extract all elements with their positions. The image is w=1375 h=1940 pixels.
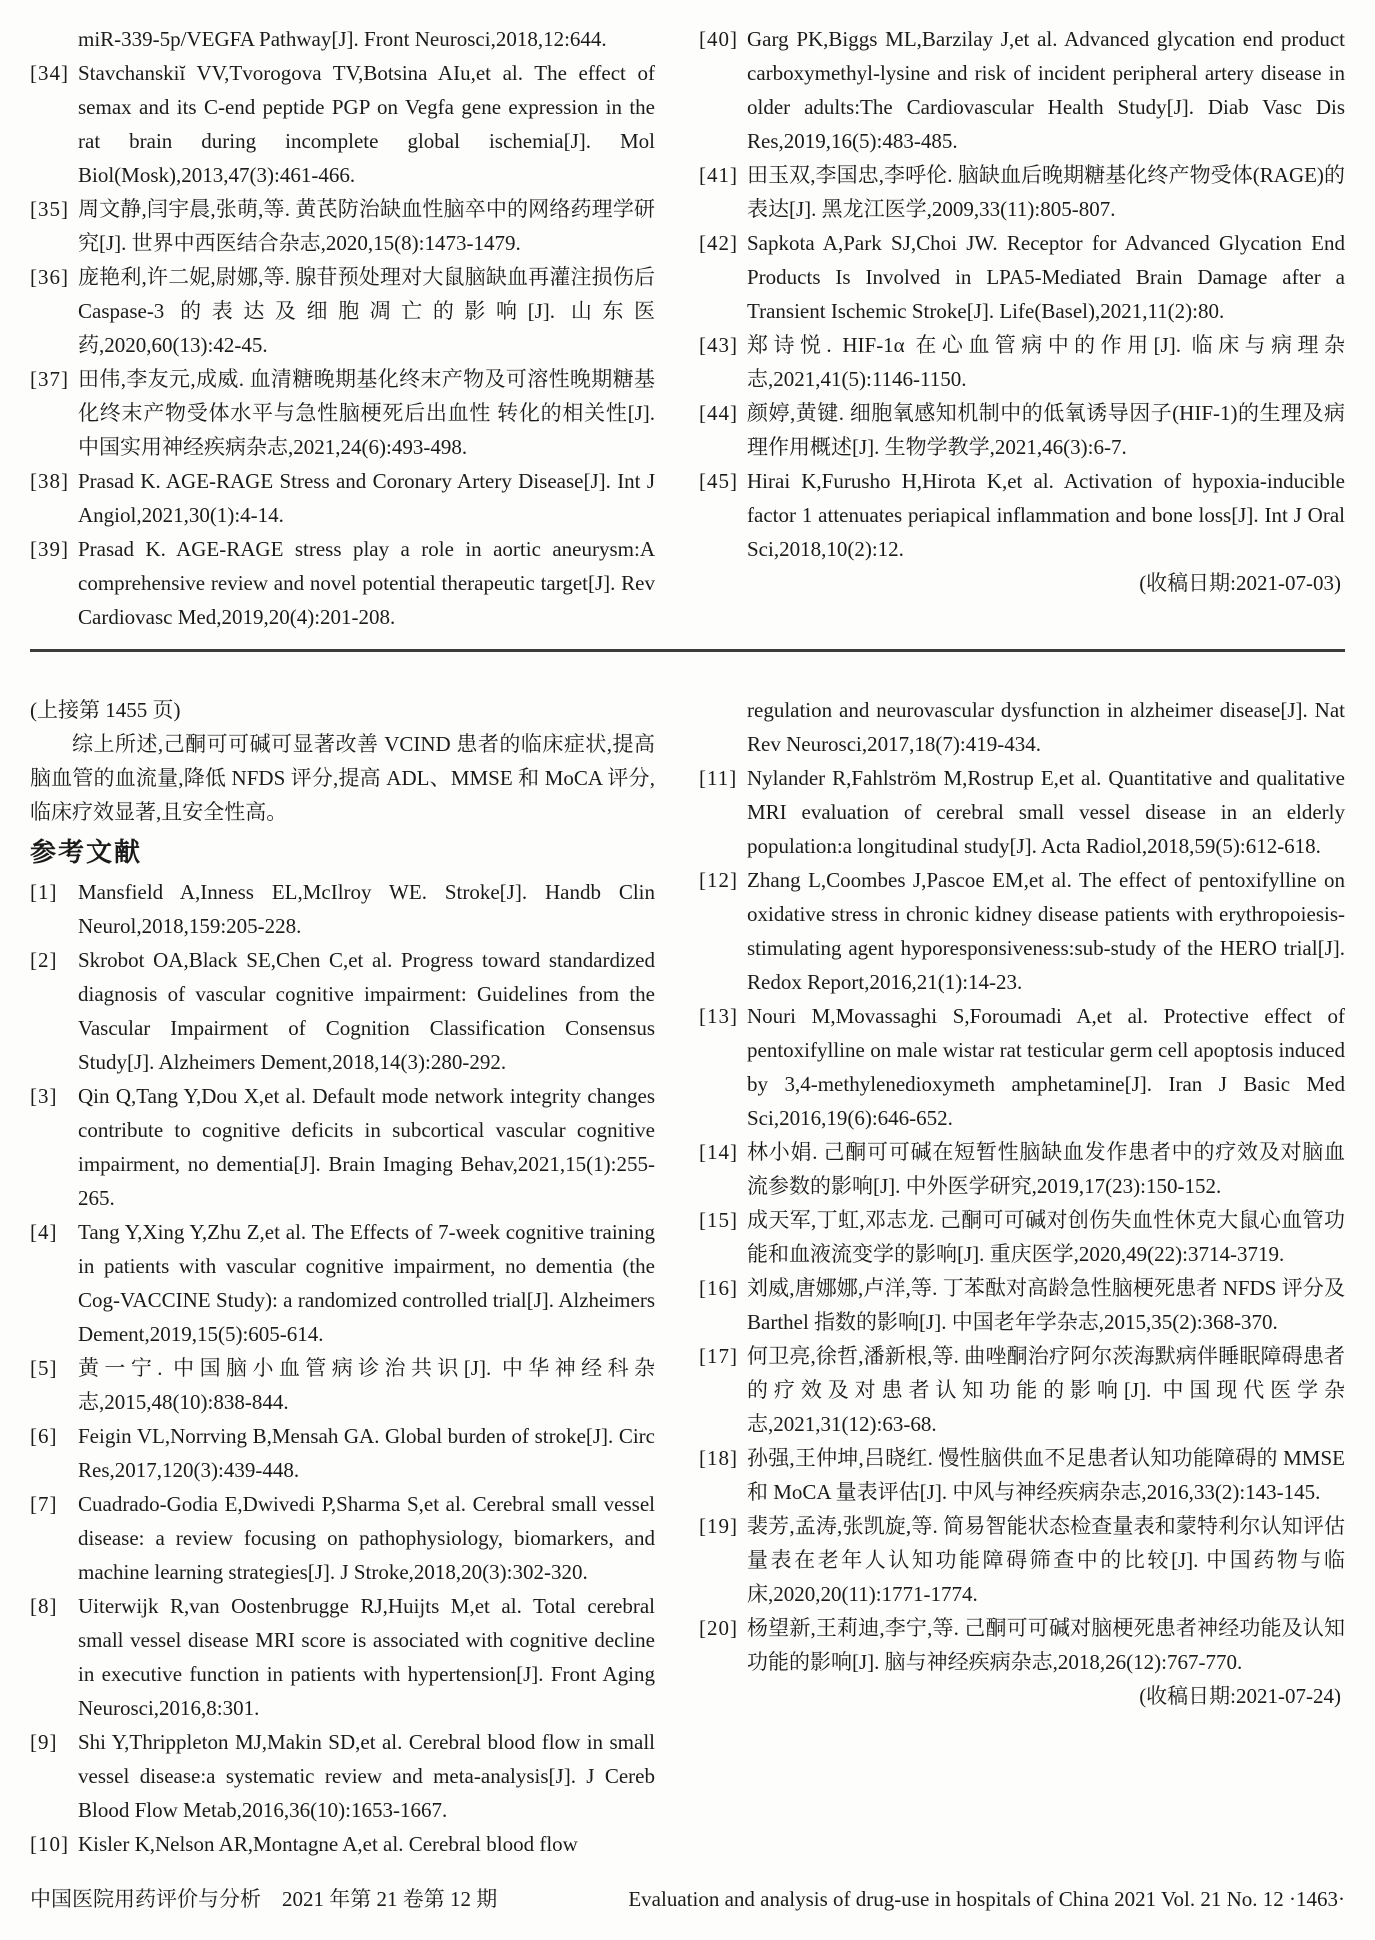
reference-number: [41] (699, 163, 738, 187)
reference-item (30, 1215, 655, 1351)
reference-item (30, 532, 655, 634)
reference-item (699, 328, 1345, 396)
reference-number: [6] (30, 1424, 58, 1448)
reference-number: [5] (30, 1356, 58, 1380)
reference-number: [19] (699, 1514, 738, 1538)
reference-item (30, 362, 655, 464)
reference-text: Mansfield A,Inness EL,McIlroy WE. Stroke[J]. Handb Clin Neurol,2018,159:205-228. (78, 880, 655, 938)
footer-journal-title-cn: 中国医院用药评价与分析 2021 年第 21 卷第 12 期 (30, 1887, 498, 1911)
reference-number: [44] (699, 401, 738, 425)
reference-text: 颜婷,黄键. 细胞氧感知机制中的低氧诱导因子(HIF-1)的生理及病理作用概述[J]. 生物学教学,2021,46(3):6-7. (747, 401, 1345, 459)
reference-number: [39] (30, 537, 69, 561)
reference-number: [13] (699, 1004, 738, 1028)
reference-carryover-line: miR-339-5p/VEGFA Pathway[J]. Front Neurosci,2018,12:644. (78, 27, 607, 51)
reference-number: [42] (699, 231, 738, 255)
reference-text: Tang Y,Xing Y,Zhu Z,et al. The Effects of 7-week cognitive training in patients with vascular cognitive impairment, no dementia (the Cog-VACCINE Study): a randomized controlled trial[J]. Alzheimers Dement,2019,15(5):605-614. (78, 1220, 655, 1346)
bottom-article-section (30, 693, 1345, 1861)
reference-item (699, 22, 1345, 158)
reference-item (699, 226, 1345, 328)
reference-item (30, 1589, 655, 1725)
reference-text: Prasad K. AGE-RAGE Stress and Coronary Artery Disease[J]. Int J Angiol,2021,30(1):4-14. (78, 469, 655, 527)
continued-from-note: (上接第 1455 页) (30, 698, 181, 722)
reference-number: [34] (30, 61, 69, 85)
reference-number: [14] (699, 1140, 738, 1164)
reference-list (699, 761, 1345, 1679)
reference-item (30, 875, 655, 943)
reference-item (30, 192, 655, 260)
reference-text: 裴芳,孟涛,张凯旋,等. 简易智能状态检查量表和蒙特利尔认知评估量表在老年人认知功能障碍筛查中的比较[J]. 中国药物与临床,2020,20(11):1771-1774. (747, 1514, 1345, 1606)
reference-number: [20] (699, 1616, 738, 1640)
reference-number: [45] (699, 469, 738, 493)
reference-text: 黄一宁. 中国脑小血管病诊治共识[J]. 中华神经科杂志,2015,48(10):838-844. (78, 1356, 655, 1414)
reference-text: Shi Y,Thrippleton MJ,Makin SD,et al. Cerebral blood flow in small vessel disease:a systematic review and meta-analysis[J]. J Cereb Blood Flow Metab,2016,36(10):1653-1667. (78, 1730, 655, 1822)
reference-text: 成天军,丁虹,邓志龙. 己酮可可碱对创伤失血性休克大鼠心血管功能和血液流变学的影响[J]. 重庆医学,2020,49(22):3714-3719. (747, 1208, 1345, 1266)
reference-text: Nouri M,Movassaghi S,Foroumadi A,et al. Protective effect of pentoxifylline on male wistar rat testicular germ cell apoptosis induced by 3,4-methylenedioxymeth amphetamine[J]. Iran J Basic Med Sci,2016,19(6):646-652. (747, 1004, 1345, 1130)
reference-number: [37] (30, 367, 69, 391)
references-heading: 参考文献 (30, 837, 143, 867)
page-footer (30, 1882, 1345, 1916)
reference-number: [1] (30, 880, 58, 904)
reference-text: 郑诗悦. HIF-1α 在心血管病中的作用[J]. 临床与病理杂志,2021,41(5):1146-1150. (747, 333, 1345, 391)
reference-number: [8] (30, 1594, 58, 1618)
reference-text: Nylander R,Fahlström M,Rostrup E,et al. Quantitative and qualitative MRI evaluation of cerebral small vessel disease in an elderly population:a longitudinal study[J]. Acta Radiol,2018,59(5):612-618. (747, 766, 1345, 858)
reference-text: Zhang L,Coombes J,Pascoe EM,et al. The effect of pentoxifylline on oxidative stress in chronic kidney disease patients with erythropoiesis-stimulating agent hyporesponsiveness:sub-study of the HERO trial[J]. Redox Report,2016,21(1):14-23. (747, 868, 1345, 994)
reference-text: 周文静,闫宇晨,张萌,等. 黄芪防治缺血性脑卒中的网络药理学研究[J]. 世界中西医结合杂志,2020,15(8):1473-1479. (78, 197, 655, 255)
reference-text: 孙强,王仲坤,吕晓红. 慢性脑供血不足患者认知功能障碍的 MMSE 和 MoCA 量表评估[J]. 中风与神经疾病杂志,2016,33(2):143-145. (747, 1446, 1345, 1504)
reference-list (30, 875, 655, 1861)
reference-text: Stavchanskiĭ VV,Tvorogova TV,Botsina AIu,et al. The effect of semax and its C-end peptide PGP on Vegfa gene expression in the rat brain during incomplete global ischemia[J]. Mol Biol(Mosk),2013,47(3):461-466. (78, 61, 655, 187)
reference-item (30, 1419, 655, 1487)
reference-text: Cuadrado-Godia E,Dwivedi P,Sharma S,et al. Cerebral small vessel disease: a review focusing on pathophysiology, biomarkers, and machine learning strategies[J]. J Stroke,2018,20(3):302-320. (78, 1492, 655, 1584)
reference-item (699, 863, 1345, 999)
top-right-column (699, 22, 1345, 600)
reference-number: [3] (30, 1084, 58, 1108)
reference-text: Kisler K,Nelson AR,Montagne A,et al. Cerebral blood flow (78, 1832, 578, 1856)
conclusion-paragraph: 综上所述,己酮可可碱可显著改善 VCIND 患者的临床症状,提高脑血管的血流量,降低 NFDS 评分,提高 ADL、MMSE 和 MoCA 评分,临床疗效显著,且安全性高。 (30, 732, 655, 824)
reference-text: Feigin VL,Norrving B,Mensah GA. Global burden of stroke[J]. Circ Res,2017,120(3):439-448. (78, 1424, 655, 1482)
reference-item (699, 1203, 1345, 1271)
reference-carryover-line: regulation and neurovascular dysfunction in alzheimer disease[J]. Nat Rev Neurosci,2017,18(7):419-434. (747, 698, 1345, 756)
reference-item (30, 260, 655, 362)
reference-text: Qin Q,Tang Y,Dou X,et al. Default mode network integrity changes contribute to cognitive deficits in subcortical vascular cognitive impairment, no dementia[J]. Brain Imaging Behav,2021,15(1):255-265. (78, 1084, 655, 1210)
reference-number: [35] (30, 197, 69, 221)
reference-item (699, 396, 1345, 464)
reference-number: [11] (699, 766, 738, 790)
reference-item (30, 943, 655, 1079)
reference-text: 刘威,唐娜娜,卢洋,等. 丁苯酞对高龄急性脑梗死患者 NFDS 评分及 Barthel 指数的影响[J]. 中国老年学杂志,2015,35(2):368-370. (747, 1276, 1345, 1334)
received-date: (收稿日期:2021-07-03) (1139, 571, 1341, 595)
reference-item (699, 1339, 1345, 1441)
reference-item (699, 464, 1345, 566)
reference-item (699, 158, 1345, 226)
reference-number: [43] (699, 333, 738, 357)
reference-item (30, 464, 655, 532)
reference-number: [38] (30, 469, 69, 493)
reference-text: Hirai K,Furusho H,Hirota K,et al. Activation of hypoxia-inducible factor 1 attenuates periapical inflammation and bone loss[J]. Int J Oral Sci,2018,10(2):12. (747, 469, 1345, 561)
received-date: (收稿日期:2021-07-24) (1139, 1684, 1341, 1708)
reference-item (699, 1441, 1345, 1509)
reference-number: [9] (30, 1730, 58, 1754)
reference-list (30, 56, 655, 634)
reference-item (699, 1611, 1345, 1679)
reference-text: 庞艳利,许二妮,尉娜,等. 腺苷预处理对大鼠脑缺血再灌注损伤后 Caspase-3 的表达及细胞凋亡的影响[J]. 山东医药,2020,60(13):42-45. (78, 265, 655, 357)
section-divider-rule (30, 649, 1345, 652)
reference-number: [15] (699, 1208, 738, 1232)
reference-text: Sapkota A,Park SJ,Choi JW. Receptor for Advanced Glycation End Products Is Involved in LPA5-Mediated Brain Damage after a Transient Ischemic Stroke[J]. Life(Basel),2021,11(2):80. (747, 231, 1345, 323)
top-references-section (30, 22, 1345, 634)
bottom-left-column (30, 693, 655, 1861)
bottom-right-column (699, 693, 1345, 1713)
footer-journal-title-en-pagenum: Evaluation and analysis of drug-use in hospitals of China 2021 Vol. 21 No. 12 ·1463· (628, 1887, 1345, 1911)
reference-number: [2] (30, 948, 58, 972)
reference-number: [18] (699, 1446, 738, 1470)
reference-text: 林小娟. 己酮可可碱在短暂性脑缺血发作患者中的疗效及对脑血流参数的影响[J]. 中外医学研究,2019,17(23):150-152. (747, 1140, 1345, 1198)
reference-text: 何卫亮,徐哲,潘新根,等. 曲唑酮治疗阿尔茨海默病伴睡眠障碍患者的疗效及对患者认知功能的影响[J]. 中国现代医学杂志,2021,31(12):63-68. (747, 1344, 1345, 1436)
reference-item (30, 1079, 655, 1215)
reference-item (30, 1351, 655, 1419)
reference-number: [40] (699, 27, 738, 51)
reference-item (699, 999, 1345, 1135)
reference-text: Garg PK,Biggs ML,Barzilay J,et al. Advanced glycation end product carboxymethyl-lysine and risk of incident peripheral artery disease in older adults:The Cardiovascular Health Study[J]. Diab Vasc Dis Res,2019,16(5):483-485. (747, 27, 1345, 153)
reference-item (30, 1487, 655, 1589)
reference-text: 杨望新,王莉迪,李宁,等. 己酮可可碱对脑梗死患者神经功能及认知功能的影响[J]. 脑与神经疾病杂志,2018,26(12):767-770. (747, 1616, 1345, 1674)
reference-item (699, 1271, 1345, 1339)
reference-number: [7] (30, 1492, 58, 1516)
reference-list (699, 22, 1345, 566)
reference-text: 田玉双,李国忠,李呼伦. 脑缺血后晚期糖基化终产物受体(RAGE)的表达[J]. 黑龙江医学,2009,33(11):805-807. (747, 163, 1345, 221)
reference-number: [36] (30, 265, 69, 289)
reference-number: [12] (699, 868, 738, 892)
reference-item (30, 56, 655, 192)
reference-item (699, 1509, 1345, 1611)
reference-item (699, 761, 1345, 863)
top-left-column (30, 22, 655, 634)
reference-text: Prasad K. AGE-RAGE stress play a role in aortic aneurysm:A comprehensive review and novel potential therapeutic target[J]. Rev Cardiovasc Med,2019,20(4):201-208. (78, 537, 655, 629)
reference-number: [17] (699, 1344, 738, 1368)
reference-text: Skrobot OA,Black SE,Chen C,et al. Progress toward standardized diagnosis of vascular cognitive impairment: Guidelines from the Vascular Impairment of Cognition Classification Consensus Study[J]. Alzheimers Dement,2018,14(3):280-292. (78, 948, 655, 1074)
reference-text: 田伟,李友元,成威. 血清糖晚期基化终末产物及可溶性晚期糖基化终末产物受体水平与急性脑梗死后出血性 转化的相关性[J]. 中国实用神经疾病杂志,2021,24(6):493-498. (78, 367, 655, 459)
reference-text: Uiterwijk R,van Oostenbrugge RJ,Huijts M,et al. Total cerebral small vessel disease MRI score is associated with cognitive decline in executive function in patients with hypertension[J]. Front Aging Neurosci,2016,8:301. (78, 1594, 655, 1720)
reference-number: [16] (699, 1276, 738, 1300)
reference-item (699, 1135, 1345, 1203)
reference-item (30, 1725, 655, 1827)
reference-item (30, 1827, 655, 1861)
reference-number: [4] (30, 1220, 58, 1244)
reference-number: [10] (30, 1832, 69, 1856)
